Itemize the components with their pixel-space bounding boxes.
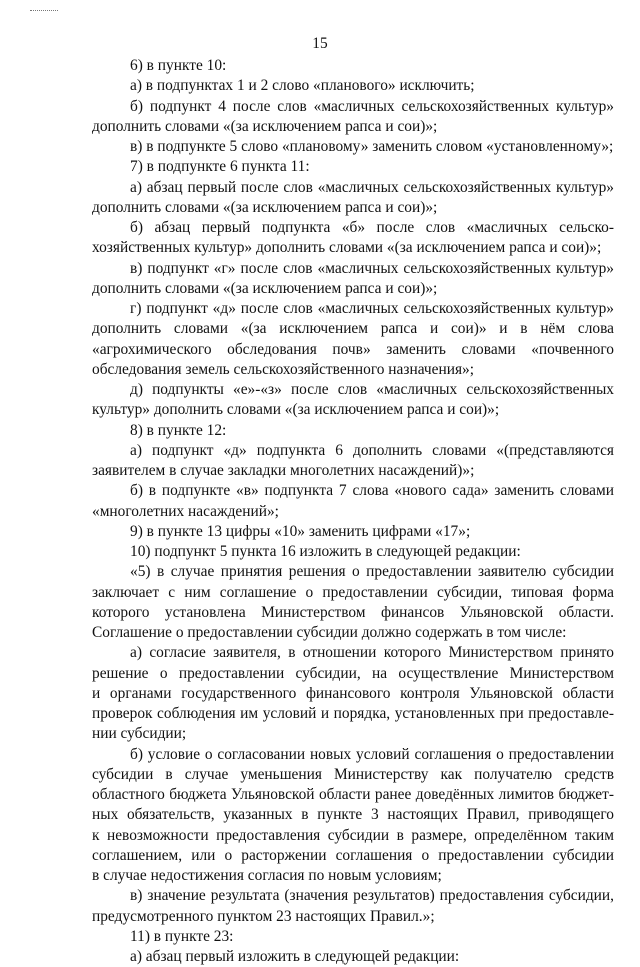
text-line: предусмотренного пунктом 23 настоящих Правил.»;	[92, 907, 435, 925]
text-line: г) подпункт «д» после слов «масличных сельскохозяйственных культур»	[130, 300, 614, 317]
text-line: областного бюджета Ульяновской области ранее доведённых лимитов бюджет-	[92, 786, 614, 803]
page-number: 15	[312, 35, 328, 52]
text-line: заявителем в случае закладки многолетних насаждений)»;	[92, 462, 475, 479]
text-line: в) подпункт «г» после слов «масличных сельскохозяйственных культур»	[130, 259, 614, 277]
text-line: ных обязательств, указанных в пункте 3 настоящих Правил, приводящего	[92, 806, 614, 824]
text-line: обследования земель сельскохозяйственного назначения»;	[92, 360, 474, 378]
text-line: культур» дополнить словами «(за исключением рапса и сои)»;	[92, 401, 500, 419]
text-line: «агрохимического обследования почв» заменить словами «почвенного	[92, 340, 614, 358]
text-line: б) абзац первый подпункта «б» после слов «масличных сельско-	[130, 219, 614, 236]
text-line: б) подпункт 4 после слов «масличных сельскохозяйственных культур»	[130, 97, 614, 115]
text-line: нии субсидии;	[92, 725, 187, 743]
text-line: а) согласие заявителя, в отношении которого Министерством принято	[130, 644, 614, 662]
text-line: проверок соблюдения им условий и порядка, установленных при предоставле-	[92, 705, 614, 722]
text-line: «5) в случае принятия решения о предоставлении заявителю субсидии	[130, 563, 614, 581]
text-line: Соглашение о предоставлении субсидии должно содержать в том числе:	[92, 624, 567, 641]
text-line: 11) в пункте 23:	[130, 927, 234, 945]
text-line: в случае недостижения согласия по новым условиям;	[92, 867, 442, 884]
text-line: 8) в пункте 12:	[130, 421, 227, 439]
text-line: заключает с ним соглашение о предоставлении субсидии, типовая форма	[92, 583, 614, 601]
text-line: дополнить словами «(за исключением рапса и сои)»;	[92, 117, 438, 135]
text-line: в) значение результата (значения результатов) предоставления субсидии,	[130, 887, 614, 905]
document-body	[92, 56, 614, 967]
text-line: субсидии в случае уменьшения Министерству как получателю средств	[92, 765, 614, 783]
text-line: «многолетних насаждений»;	[92, 502, 279, 520]
text-line: к невозможности предоставления субсидии в размере, определённом таким	[92, 826, 614, 844]
text-line: а) абзац первый изложить в следующей редакции:	[130, 948, 460, 965]
text-line: д) подпункты «е»-«з» после слов «масличных сельскохозяйственных	[130, 381, 614, 398]
text-line: б) условие о согласовании новых условий соглашения о предоставлении	[130, 745, 614, 763]
text-line: б) в подпункте «в» подпункта 7 слова «нового сада» заменить словами	[130, 482, 614, 500]
text-line: решение о предоставлении субсидии, на осуществление Министерством	[92, 664, 614, 682]
text-line: дополнить словами «(за исключением рапса и сои)»;	[92, 198, 438, 216]
text-line: 10) подпункт 5 пункта 16 изложить в следующей редакции:	[130, 543, 521, 560]
text-line: а) подпункт «д» подпункта 6 дополнить словами «(представляются	[130, 441, 614, 459]
text-line: дополнить словами «(за исключением рапса и сои)»;	[92, 279, 438, 297]
text-line: 7) в подпункте 6 пункта 11:	[130, 158, 310, 176]
text-line: которого установлена Министерством финансов Ульяновской области.	[92, 603, 614, 621]
text-line: соглашением, или о расторжении соглашения о предоставлении субсидии	[92, 846, 614, 864]
text-line: а) в подпунктах 1 и 2 слово «планового» исключить;	[130, 77, 475, 95]
text-line: а) абзац первый после слов «масличных сельскохозяйственных культур»	[130, 178, 614, 196]
text-line: хозяйственных культур» дополнить словами «(за исключением рапса и сои)»;	[92, 239, 602, 257]
text-line: 9) в пункте 13 цифры «10» заменить цифрами «17»;	[130, 522, 471, 540]
text-line: в) в подпункте 5 слово «плановому» заменить словом «установленному»;	[130, 138, 614, 155]
text-line: и органами государственного финансового контроля Ульяновской области	[92, 684, 614, 702]
scan-corner-mark	[30, 10, 58, 11]
text-line: дополнить словами «(за исключением рапса и сои)» и в нём слова	[92, 320, 614, 338]
text-line: 6) в пункте 10:	[130, 57, 227, 74]
